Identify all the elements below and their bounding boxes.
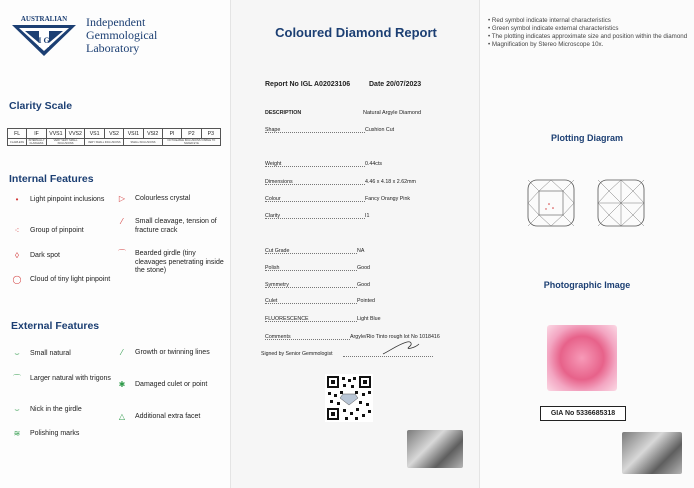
light-pinpoint-icon: • (15, 195, 19, 204)
signed-label: Signed by Senior Gemmologist (261, 351, 333, 357)
gia-number: GIA No 5336685318 (540, 406, 626, 421)
qr-code[interactable] (325, 374, 373, 422)
dark-spot-icon: ◊ (15, 251, 19, 260)
feature-dark-spot: ◊ Dark spot (10, 252, 120, 261)
feature-cloud-pinpoint: ◯ Cloud of tiny light pinpoint (10, 276, 120, 285)
report-date: Date 20/07/2023 (369, 81, 422, 88)
feature-damaged-culet: ✱ Damaged culet or point (115, 381, 225, 390)
feature-small-cleavage: ⁄ Small cleavage, tension of fracture crack (115, 218, 225, 235)
small-cleavage-icon: ⁄ (121, 217, 123, 226)
feature-polishing-marks: ≋ Polishing marks (10, 430, 120, 439)
growth-twinning-lines-icon: ⁄ (121, 348, 123, 357)
pavilion-view-diagram (596, 178, 646, 228)
clarity-scale-table (7, 128, 221, 146)
external-features-title: External Features (11, 320, 100, 332)
larger-natural-trigons-icon: ⌒ (13, 374, 21, 383)
crown-view-diagram (526, 178, 576, 228)
plotting-panel (480, 0, 694, 488)
clarity-scale-title: Clarity Scale (9, 100, 73, 112)
feature-group-of-pinpoint: ⁖ Group of pinpoint (10, 227, 120, 236)
lab-logo (10, 14, 78, 58)
clarity-grades-row: FL IF VVS1 VVS2 VS1 VS2 VSI1 VSI2 PI P2 P3 (8, 129, 221, 139)
signature (381, 338, 421, 358)
small-natural-icon: ⌣ (14, 349, 20, 358)
damaged-culet-icon: ✱ (118, 380, 126, 389)
report-number: Report No IGL A02023106 (265, 81, 351, 88)
legend-panel (0, 0, 230, 488)
clarity-groups-row: FLAWLESS INTERNALLY FLAWLESS VERY VERY SMALL INCLUSIONS VERY SMALL INCLUSIONS SMALL INCLUSIONS NOTICEABLE INCLUSIONS VISIBLE TO NAKED EYE (8, 139, 221, 146)
internal-features-title: Internal Features (9, 173, 94, 185)
photographic-image-title: Photographic Image (543, 280, 631, 290)
feature-larger-natural: ⌒ Larger natural with trigons (10, 375, 120, 384)
notes-list: • Red symbol indicate internal characteristics • Green symbol indicate external characteristics • The plotting indicates approximate size and position within the diamond • Magnification by Stereo Microscope 10x. (488, 17, 688, 49)
report-panel: Coloured Diamond Report Report No IGL A02023106 Date 20/07/2023 DESCRIPTION Natural Argyle Diamond Shape Cushion Cut Weight 0.44cts Dimensions 4.46 x 4.18 x 2.62mm Colour Fancy Orangy Pink Clarity I1 Cut Grade NA Polish Good Symmetry Good Culet Pointed FLUORESCENCE Light Blue Comments Argyle/Rio Tinto rough lot No 1018416 Signed by Senior Gemmologist (230, 0, 480, 488)
feature-growth-lines: ⁄ Growth or twinning lines (115, 349, 225, 358)
hologram-seal-right (622, 432, 682, 474)
feature-colourless-crystal: ▷ Colourless crystal (115, 195, 225, 204)
additional-extra-facet-icon: △ (118, 412, 126, 421)
feature-light-pinpoint: • Light pinpoint inclusions (10, 196, 120, 205)
logo-text: AUSTRALIAN (20, 15, 68, 23)
feature-small-natural: ⌣ Small natural (10, 350, 120, 359)
feature-bearded-girdle: ⌒ Bearded girdle (tiny cleavages penetrating inside the stone) (115, 250, 225, 276)
lab-name: Independent Gemmological Laboratory (86, 15, 158, 55)
cloud-of-tiny-pinpoint-icon: ◯ (12, 275, 22, 284)
hologram-seal (407, 430, 463, 468)
svg-text:I G: I G (38, 36, 50, 45)
description-value: Natural Argyle Diamond (363, 110, 422, 116)
colourless-crystal-icon: ▷ (118, 194, 126, 203)
diamond-photo (547, 325, 617, 391)
feature-extra-facet: △ Additional extra facet (115, 413, 225, 422)
polishing-marks-icon: ≋ (13, 429, 21, 438)
plotting-diagram-title: Plotting Diagram (550, 133, 623, 143)
group-of-pinpoint-icon: ⁖ (14, 226, 20, 235)
nick-in-girdle-icon: ⌣ (14, 405, 20, 414)
bearded-girdle-icon: ⌒ (118, 249, 126, 258)
description-label: DESCRIPTION (265, 110, 302, 116)
report-title: Coloured Diamond Report (275, 25, 437, 40)
feature-nick-girdle: ⌣ Nick in the girdle (10, 406, 120, 415)
